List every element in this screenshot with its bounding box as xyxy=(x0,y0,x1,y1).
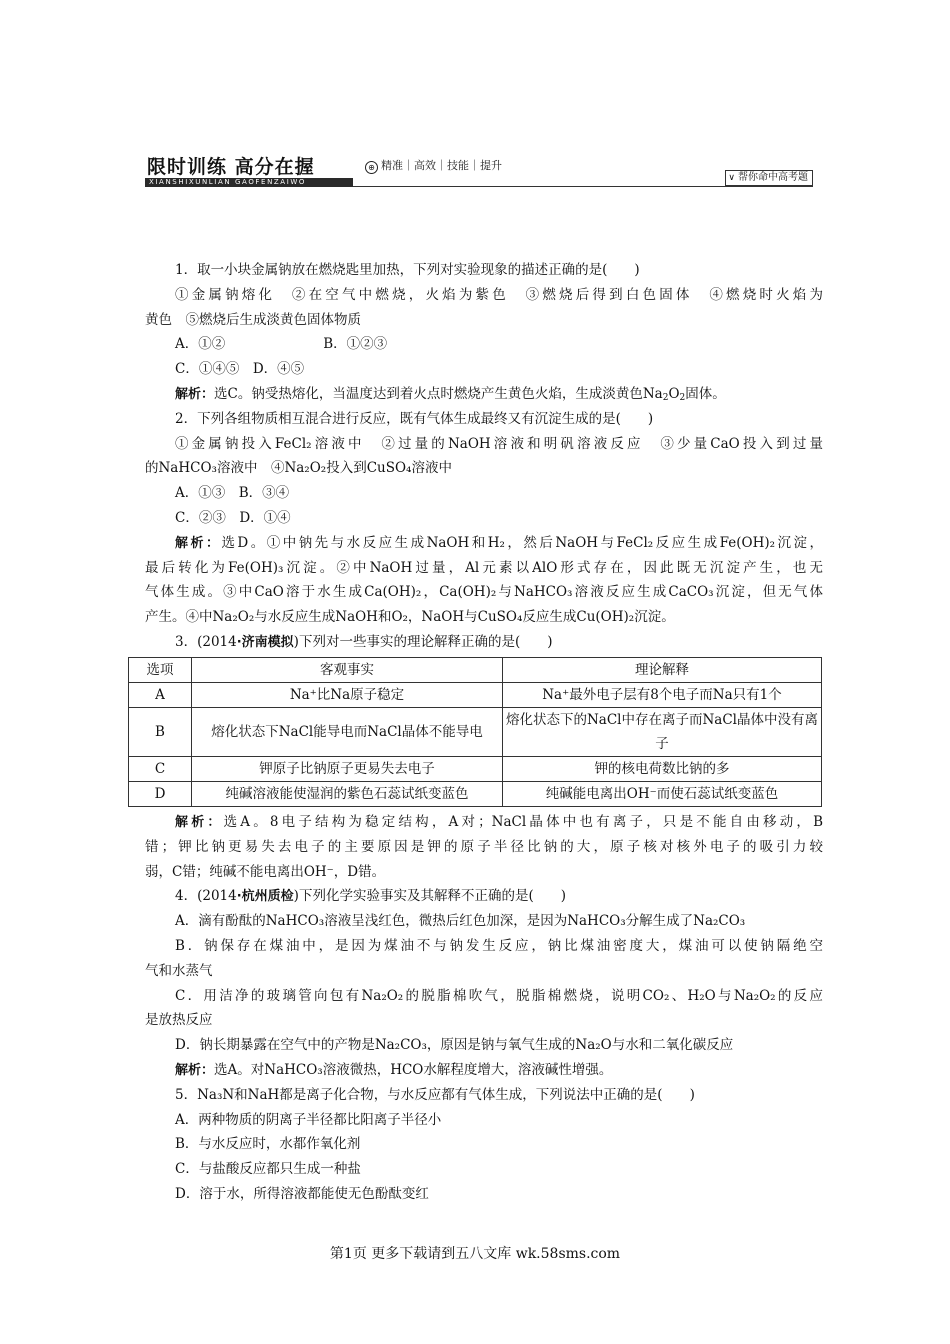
q1-answer-tail: 固体。 xyxy=(685,385,726,402)
q2-options-line2: 的NaHCO₃溶液中 ④Na₂O₂投入到CuSO₄溶液中 xyxy=(145,460,452,477)
answer-label: 解析： xyxy=(175,1062,215,1078)
target-icon: ⊕ xyxy=(365,161,378,174)
q4-answer-text: 选A。对NaHCO₃溶液微热，HCO水解程度增大，溶液碱性增强。 xyxy=(214,1061,613,1078)
exam-badge-text: 帮你命中高考题 xyxy=(738,172,808,183)
q1-answer-text: 选C。钠受热熔化，当温度达到着火点时燃烧产生黄色火焰，生成淡黄色Na xyxy=(214,385,663,402)
q1-stem: 1．取一小块金属钠放在燃烧匙里加热，下列对实验现象的描述正确的是( ) xyxy=(175,262,640,278)
table-cell: C xyxy=(129,757,192,782)
header-rule xyxy=(353,186,813,187)
answer-label: 解析： xyxy=(175,386,215,402)
table-cell: A xyxy=(129,683,192,708)
table-cell: D xyxy=(129,782,192,807)
q5-option-c: C．与盐酸反应都只生成一种盐 xyxy=(175,1161,361,1178)
q2-choices-cd: C．②③ D．①④ xyxy=(175,509,291,526)
exam-badge xyxy=(725,170,813,186)
q1-options-line2: 黄色 ⑤燃烧后生成淡黄色固体物质 xyxy=(145,311,361,328)
table-cell: 钾原子比钠原子更易失去电子 xyxy=(192,757,503,782)
section-header xyxy=(145,152,813,194)
q4-option-d: D．钠长期暴露在空气中的产物是Na₂CO₃，原因是钠与氧气生成的Na₂O与水和二氧化碳反应 xyxy=(175,1037,734,1054)
q2-choices-ab: A．①③ B．③④ xyxy=(175,485,290,502)
q3-table xyxy=(128,657,822,807)
q5-stem: 5．Na₃N和NaH都是离子化合物，与水反应都有气体生成，下列说法中正确的是( ) xyxy=(175,1086,695,1103)
answer-label: 解析： xyxy=(175,815,224,830)
table-header-cell: 客观事实 xyxy=(192,658,503,683)
q5-option-d: D．溶于水，所得溶液都能使无色酚酞变红 xyxy=(175,1185,429,1202)
q4-option-a: A．滴有酚酞的NaHCO₃溶液呈浅红色，微热后红色加深，是因为NaHCO₃分解生成了Na₂CO₃ xyxy=(175,913,746,930)
q3-answer-line3: 弱，C错；纯碱不能电离出OH⁻，D错。 xyxy=(145,863,386,880)
table-cell: 纯碱能电离出OH⁻而使石蕊试纸变蓝色 xyxy=(503,782,822,807)
chevron-down-icon: ∨ xyxy=(728,173,735,183)
q4-stem-year: 4．(2014 xyxy=(175,888,237,905)
q3-stem-source: ·济南模拟 xyxy=(236,634,294,650)
q4-option-c-line1: C．用洁净的玻璃管向包有Na₂O₂的脱脂棉吹气，脱脂棉燃烧，说明CO₂、H₂O与Na₂O₂的反应 xyxy=(175,987,823,1004)
q4-option-b-line2: 气和水蒸气 xyxy=(145,962,213,979)
tagline-text: 精准｜高效｜技能｜提升 xyxy=(381,159,502,172)
section-tagline xyxy=(365,157,502,174)
exercise-body xyxy=(145,258,823,655)
q1-choice-a: A．①② xyxy=(175,336,226,353)
table-row xyxy=(129,782,822,807)
table-header-cell: 理论解释 xyxy=(503,658,822,683)
q1-options-line1: ①金属钠熔化 ②在空气中燃烧，火焰为紫色 ③燃烧后得到白色固体 ④燃烧时火焰为 xyxy=(175,286,823,303)
q4-option-c-line2: 是放热反应 xyxy=(145,1012,213,1029)
q5-option-b: B．与水反应时，水都作氧化剂 xyxy=(175,1136,361,1153)
q2-answer-line3: 气体生成。③中CaO溶于水生成Ca(OH)₂，Ca(OH)₂与NaHCO₃溶液反应生成CaCO₃沉淀，但无气体 xyxy=(145,584,823,601)
q4-option-b-line1: B．钠保存在煤油中，是因为煤油不与钠发生反应，钠比煤油密度大，煤油可以使钠隔绝空 xyxy=(175,937,823,954)
section-title: 限时训练 高分在握 xyxy=(147,156,315,178)
q2-answer-text1: 选D。①中钠先与水反应生成NaOH和H₂，然后NaOH与FeCl₂反应生成Fe(OH)₂沉淀， xyxy=(221,534,823,551)
q1-choices-ab xyxy=(145,332,823,357)
table-cell: Na⁺最外电子层有8个电子而Na只有1个 xyxy=(503,683,822,708)
table-cell: 熔化状态下NaCl能导电而NaCl晶体不能导电 xyxy=(192,708,503,757)
q3-stem xyxy=(145,630,823,655)
q1-choice-b: B．①②③ xyxy=(323,336,388,353)
table-row xyxy=(129,708,822,757)
q2-stem: 2．下列各组物质相互混合进行反应，既有气体生成最终又有沉淀生成的是( ) xyxy=(175,410,654,427)
q4-stem xyxy=(145,884,823,909)
q1-choices-cd: C．①④⑤ D．④⑤ xyxy=(175,361,305,378)
table-cell: 熔化状态下的NaCl中存在离子而NaCl晶体中没有离子 xyxy=(503,708,822,757)
q4-stem-text: )下列化学实验事实及其解释不正确的是( ) xyxy=(293,888,566,905)
q3-stem-text: )下列对一些事实的理论解释正确的是( ) xyxy=(293,633,553,650)
q4-answer xyxy=(145,1058,823,1083)
q1-answer: 解析：选C。钠受热熔化，当温度达到着火点时燃烧产生黄色火焰，生成淡黄色$Na_2O_2$固体。 xyxy=(175,385,726,403)
table-cell: Na⁺比Na原子稳定 xyxy=(192,683,503,708)
exercise-body-continued xyxy=(145,810,823,1207)
q2-answer-line2: 最后转化为Fe(OH)₃沉淀。②中NaOH过量，Al元素以AlO形式存在，因此既无沉淀产生，也无 xyxy=(145,559,823,576)
q3-stem-year: 3．(2014 xyxy=(175,633,237,650)
table-header-cell: 选项 xyxy=(129,658,192,683)
q3-answer-line1 xyxy=(145,810,823,835)
table-row xyxy=(129,757,822,782)
page-footer: 第1页 更多下载请到五八文库 wk.58sms.com xyxy=(329,1246,621,1262)
q5-option-a: A．两种物质的阴离子半径都比阳离子半径小 xyxy=(175,1111,442,1128)
q3-answer-text1: 选A。8电子结构为稳定结构，A对；NaCl晶体中也有离子，只是不能自由移动，B xyxy=(223,814,823,830)
q3-answer-line2: 错；钾比钠更易失去电子的主要原因是钾的原子半径比钠的大，原子核对核外电子的吸引力较 xyxy=(145,838,823,855)
table-cell: B xyxy=(129,708,192,757)
table-header-row xyxy=(129,658,822,683)
table-row xyxy=(129,683,822,708)
title-pinyin: XIANSHIXUNLIAN GAOFENZAIWO xyxy=(149,178,306,186)
answer-label: 解析： xyxy=(175,535,222,551)
q2-options-line1: ①金属钠投入FeCl₂溶液中 ②过量的NaOH溶液和明矾溶液反应 ③少量CaO投入到过量 xyxy=(175,435,823,452)
table-cell: 钾的核电荷数比钠的多 xyxy=(503,757,822,782)
q2-answer-line1 xyxy=(145,531,823,556)
q2-answer-line4: 产生。④中Na₂O₂与水反应生成NaOH和O₂，NaOH与CuSO₄反应生成Cu(OH)₂沉淀。 xyxy=(145,609,675,626)
q4-stem-source: ·杭州质检 xyxy=(236,889,294,905)
table-cell: 纯碱溶液能使湿润的紫色石蕊试纸变蓝色 xyxy=(192,782,503,807)
